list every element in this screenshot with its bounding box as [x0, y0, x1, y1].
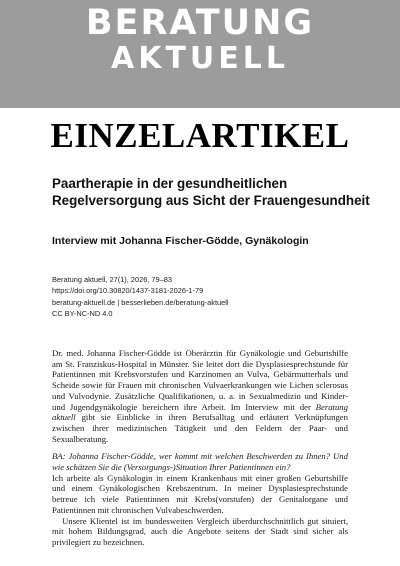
journal-logo-line1: BERATUNG [85, 3, 315, 43]
journal-banner [0, 0, 400, 108]
interview-question: BA: Johanna Fischer-Gödde, wer kommt mit welchen Beschwerden zu Ihnen? Und wie schätzen Sie die (Versorgungs-)Situation Ihrer Patientinnen ein? [52, 451, 348, 473]
article-body [52, 348, 348, 548]
answer-paragraph-2: Unsere Klientel ist im bundesweiten Vergleich überdurchschnittlich gut situiert, mit hohem Bildungsgrad, auch die Angebote seitens der Stadt sind sicher als privilegiert zu bezeichnen. [52, 515, 348, 547]
journal-logo-line2: AKTUELL [110, 41, 289, 76]
intro-text-end: gibt sie Einblicke in ihren Berufsalltag und erläutert Verknüpfungen zwischen ihrer medizinischen Tätigkeit und den Feldern der Paar- und Sexualberatung. [52, 412, 348, 444]
citation-text: Beratung aktuell, 27(1), 2026, 79–83 [52, 275, 172, 284]
section-heading: EINZELARTIKEL [50, 116, 350, 155]
doi-link[interactable]: https://doi.org/10.30820/1437-3181-2026-1-79 [52, 286, 204, 296]
intro-paragraph [52, 348, 348, 444]
answer-paragraph: Ich arbeite als Gynäkologin in einem Krankenhaus mit einer großen Geburtshilfe und einem Gynäkologischen Krebszentrum. In meiner Dysplasiesprechstunde betreue ich viele Patientinnen mit Krebs(vorstufen) der Genitalorgane und Patientinnen mit chronischen Vulvabeschwerden. [52, 472, 348, 515]
journal-name-italic: Beratung aktuell [52, 401, 348, 423]
article-title: Paartherapie in der gesundheitlichen Regelversorgung aus Sicht der Frauengesundheit [52, 176, 370, 208]
citation-block [52, 274, 382, 319]
article-subtitle: Interview mit Johanna Fischer-Gödde, Gynäkologin [52, 235, 309, 247]
intro-text-start: Dr. med. Johanna Fischer-Gödde ist Oberärztin für Gynäkologie und Geburtshilfe am St. Franziskus-Hospital in Münster. Sie leitet dort die Dysplasiesprechstunde für Patientinnen mit Krebsvorstufen und Karzinomen an Vulva, Gebärmutterhals und Scheide sowie für Frauen mit chronischen Vulvaerkrankungen wie Lichen sclerosus und Vulvodynie. Zusätzliche Qualifikationen, u. a. in Sexualmedizin und Kinder- und Jugendgynäkologie bereichern ihre Arbeit. Im Interview mit der [52, 348, 348, 412]
license-text: CC BY-NC-ND 4.0 [52, 308, 113, 318]
website-links[interactable]: beratung-aktuell.de | besserlieben.de/beratung-aktuell [52, 297, 229, 307]
